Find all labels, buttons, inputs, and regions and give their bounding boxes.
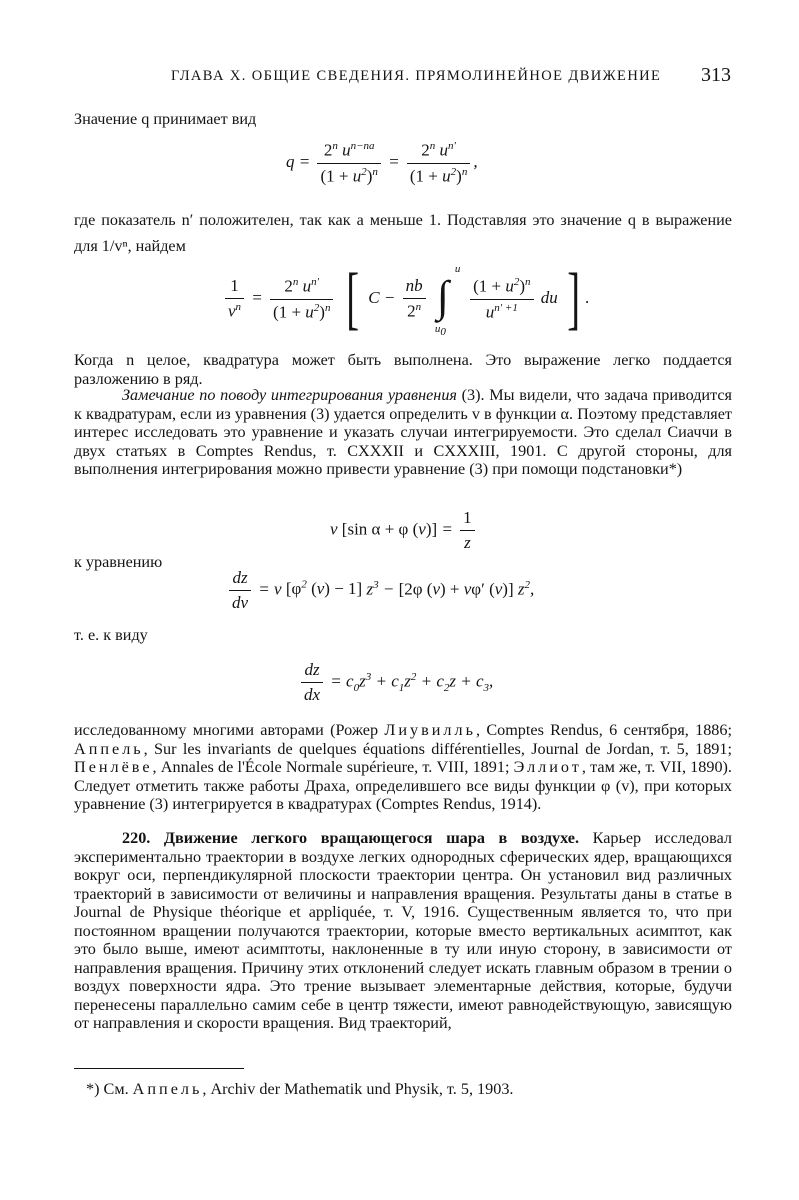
authors-text-1: исследованному многими авторами (Рожер xyxy=(74,721,385,739)
author-liouville: Лиувилль xyxy=(384,721,476,739)
author-painleve: Пенлёве xyxy=(74,758,153,776)
authors-paragraph xyxy=(74,721,732,814)
author-elliot: Эллиот xyxy=(513,758,582,776)
equation-dz-dv: $\frac{dz}{dv}$ = v [$\varphi^2$ (v) − 1] $z^3 - [2\varphi$ (v) + vφ′ (v)] $z^2$, xyxy=(226,568,534,613)
authors-text-2: , Comptes Rendus, 6 сентября, 1886; xyxy=(475,721,732,739)
paragraph-quadrature: Когда n целое, квадратура может быть выполнена. Это выражение легко поддается разложению в ряд. xyxy=(74,351,732,388)
authors-text-4: , Annales de l'École Normale supérieure, т. VIII, 1891; xyxy=(152,758,514,776)
paragraph-exponent: где показатель n′ положителен, так как a меньше 1. Подставляя это значение q в выражение для 1/vⁿ, найдем xyxy=(74,211,732,255)
footnote-author: Аппель xyxy=(132,1080,203,1098)
section-220-paragraph xyxy=(74,829,732,1033)
authors-text-5: , там же, т. VII, 1890). Следует отметить также работы Драха, определившего все виды функции φ (v), при которых уравнение (3) интегрируется в квадратурах (Comptes Rendus, 1914). xyxy=(74,758,732,813)
equation-substitution: v [sin α + φ (v)] = $\frac{1}{z}$ xyxy=(330,508,478,553)
equation-inverse-v: $\frac{1}{v^n}$ = $\frac{2^n u^{n'}}{(1 + u^2)^n}$ [ C − $\frac{nb}{2^n}$ ∫ u $u_0$ $\frac{(1 + u^2)^n}{u^{n' +1}}$ du ] . xyxy=(222,264,590,334)
running-title: ГЛАВА X. ОБЩИЕ СВЕДЕНИЯ. ПРЯМОЛИНЕЙНОЕ ДВИЖЕНИЕ xyxy=(171,68,662,84)
author-appell: Аппель xyxy=(74,739,144,758)
remark-paragraph xyxy=(74,386,732,479)
intro-line: Значение q принимает вид xyxy=(74,110,257,128)
footnote-mark: *) См. xyxy=(86,1080,133,1098)
equation-dz-dx: $\frac{dz}{dx}$ = $c_0z^3 + c_1z^2 + c_2z + c_3$, xyxy=(298,660,493,705)
footnote-rule xyxy=(74,1068,244,1069)
section-220-text: Карьер исследовал экспериментально траектории в воздухе легких однородных сферических ядер, вращающихся вокруг оси, перпендикулярной плоскости траектории центра. Он установил вид различных траекторий в зависимости от величины и направления вращения. Результаты даны в статье в Journal de Physique théorique et appliquée, т. V, 1916. Существенным является то, что при постоянном вращении получаются траектории, которые вместо вертикальных асимптот, как это было выше, имеют асимптоты, наклоненные в ту или иную сторону, в зависимости от направления вращения. Причину этих отклонений следует искать главным образом в трении о воздух поверхности ядра. Это трение вызывает элементарные действия, которые, будучи перенесены параллельно самим себе в центр тяжести, имеют равнодействующую, зависящую от направления и скорости вращения. Вид траекторий, xyxy=(74,829,732,1032)
footnote xyxy=(86,1080,513,1099)
remark-text: (3). Мы видели, что задача приводится к квадратурам, если из уравнения (3) удается определить v в функции α. Поэтому представляет интерес исследовать это уравнение и указать случаи интегрируемости. Это сделал Сиаччи в двух статьях в Comptes Rendus, т. CXXXII и CXXXIII, 1901. С другой стороны, для выполнения интегрирования можно привести уравнение (3) при помощи подстановки*) xyxy=(74,386,732,478)
section-220-heading: 220. Движение легкого вращающегося шара в воздухе. xyxy=(122,829,580,847)
remark-title: Замечание по поводу интегрирования уравнения xyxy=(122,386,457,404)
footnote-text: , Archiv der Mathematik und Physik, т. 5, 1903. xyxy=(202,1080,514,1098)
page-header xyxy=(171,64,731,88)
to-form-label: т. е. к виду xyxy=(74,626,148,644)
authors-text-3: , Sur les invariants de quelques équations différentielles, Journal de Jordan, т. 5, 1891; xyxy=(143,739,732,758)
equation-q: q = $\frac{2^n u^{n-na}}{(1 + u^2)^n}$ = $\frac{2^n u^{n'}}{(1 + u^2)^n}$ , xyxy=(286,140,478,186)
to-equation-label: к уравнению xyxy=(74,553,163,571)
page-number: 313 xyxy=(701,64,731,86)
